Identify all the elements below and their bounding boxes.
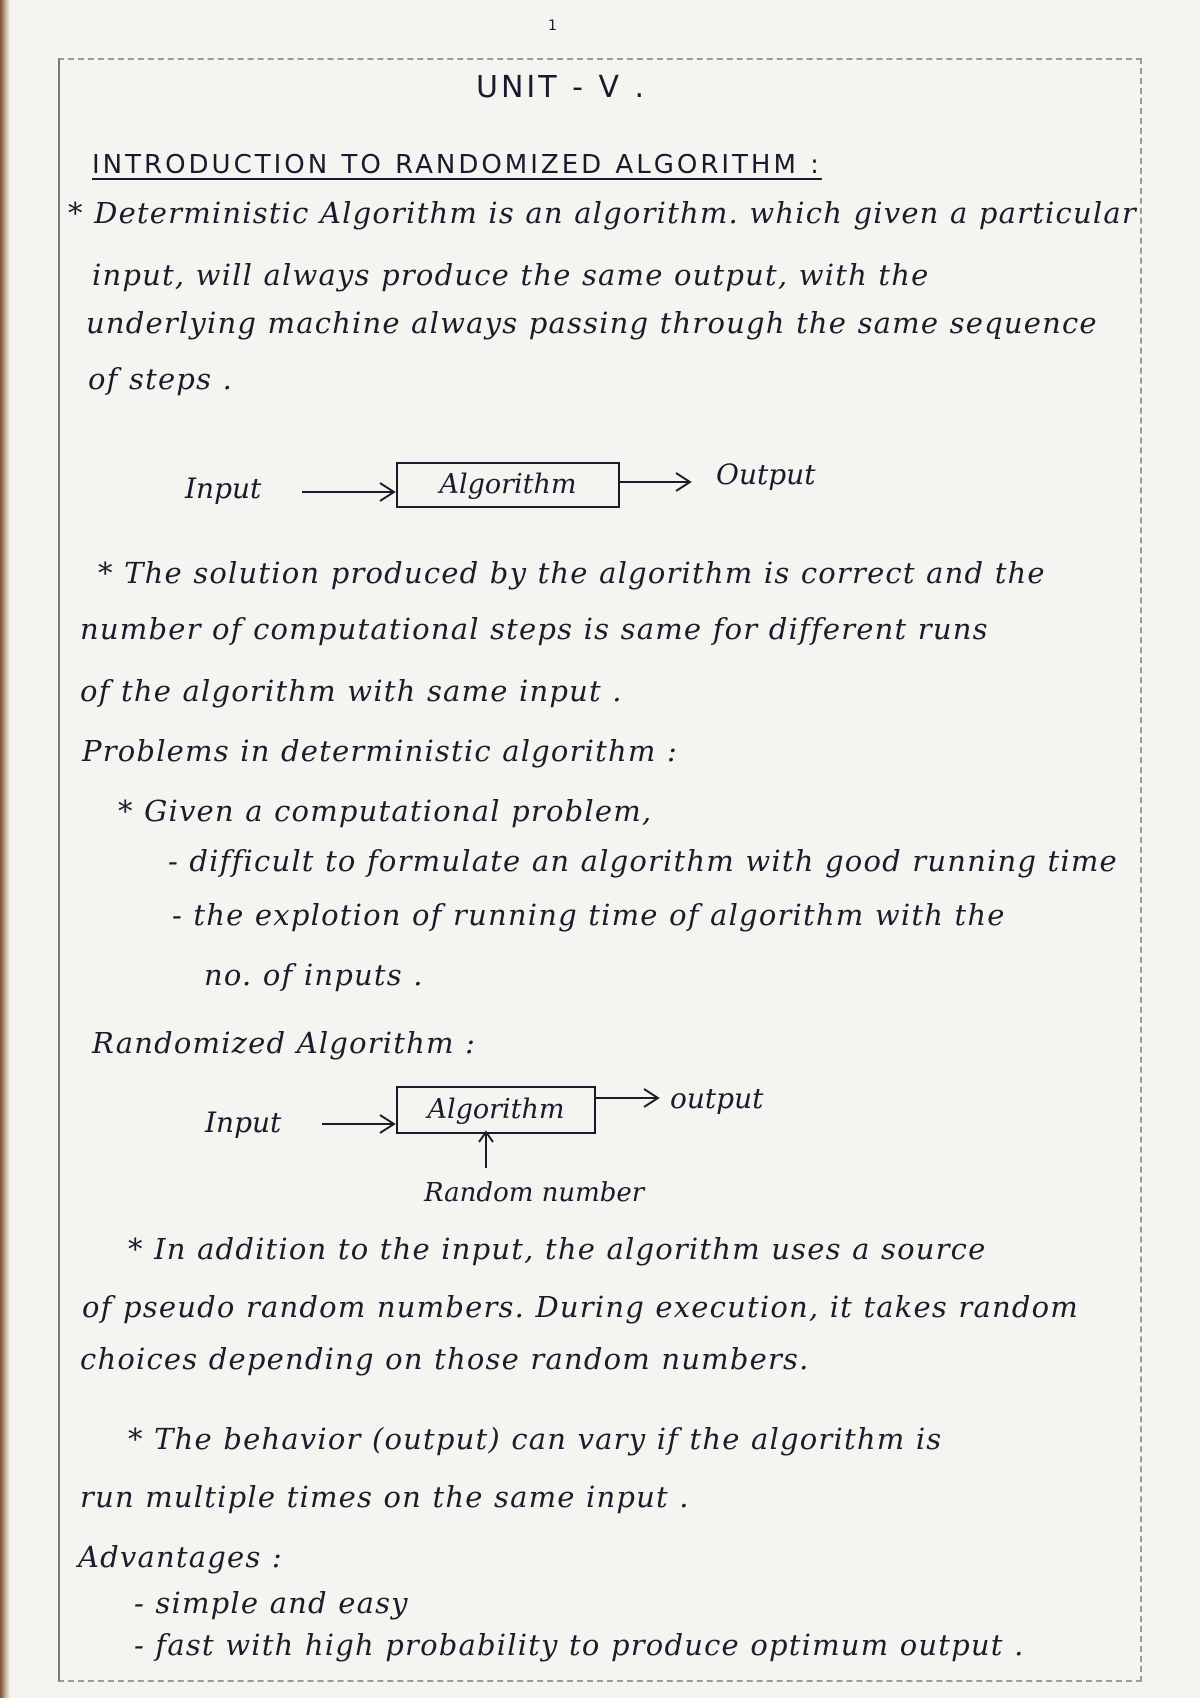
para1-line-3: underlying machine always passing through the same sequence xyxy=(86,306,1098,340)
diagram1-input-arrow xyxy=(300,480,400,504)
advantages-line-1: - simple and easy xyxy=(134,1586,409,1620)
para1-line-4: of steps . xyxy=(88,362,233,396)
para4-line-1: * The behavior (output) can vary if the algorithm is xyxy=(128,1422,943,1456)
diagram1-input-label: Input xyxy=(185,472,262,505)
diagram2-output-arrow xyxy=(592,1086,664,1110)
diagram2-algorithm-box: Algorithm xyxy=(396,1086,596,1134)
section-heading: INTRODUCTION TO RANDOMIZED ALGORITHM : xyxy=(92,150,822,180)
problems-line-2: - difficult to formulate an algorithm with good running time xyxy=(168,844,1118,878)
problems-line-1: * Given a computational problem, xyxy=(118,794,653,828)
diagram1-output-arrow xyxy=(616,470,696,494)
diagram2-input-arrow xyxy=(320,1112,400,1136)
diagram1-algorithm-box: Algorithm xyxy=(396,462,620,508)
diagram2-random-label: Random number xyxy=(424,1178,645,1208)
para1-line-1: * Deterministic Algorithm is an algorithm. which given a particular xyxy=(68,196,1137,230)
problems-line-3: - the explotion of running time of algorithm with the xyxy=(172,898,1006,932)
para3-line-1: * In addition to the input, the algorithm uses a source xyxy=(128,1232,987,1266)
problems-line-4: no. of inputs . xyxy=(204,958,424,992)
para1-line-2: input, will always produce the same output, with the xyxy=(92,258,930,292)
advantages-line-2: - fast with high probability to produce optimum output . xyxy=(134,1628,1025,1662)
para3-line-2: of pseudo random numbers. During execution, it takes random xyxy=(82,1290,1079,1324)
diagram2-input-label: Input xyxy=(205,1106,282,1139)
diagram2-output-label: output xyxy=(670,1082,764,1115)
para3-line-3: choices depending on those random numbers. xyxy=(80,1342,810,1376)
advantages-heading: Advantages : xyxy=(78,1540,283,1574)
randomized-heading: Randomized Algorithm : xyxy=(92,1026,477,1060)
para4-line-2: run multiple times on the same input . xyxy=(80,1480,690,1514)
problems-heading: Problems in deterministic algorithm : xyxy=(82,734,678,768)
page-number: 1 xyxy=(548,18,557,34)
para2-line-2: number of computational steps is same for different runs xyxy=(80,612,989,646)
unit-title: UNIT - V . xyxy=(476,70,648,105)
page-binding-edge xyxy=(0,0,10,1698)
diagram2-random-arrow xyxy=(474,1130,498,1170)
diagram1-output-label: Output xyxy=(716,458,816,491)
para2-line-3: of the algorithm with same input . xyxy=(80,674,623,708)
para2-line-1: * The solution produced by the algorithm is correct and the xyxy=(98,556,1046,590)
